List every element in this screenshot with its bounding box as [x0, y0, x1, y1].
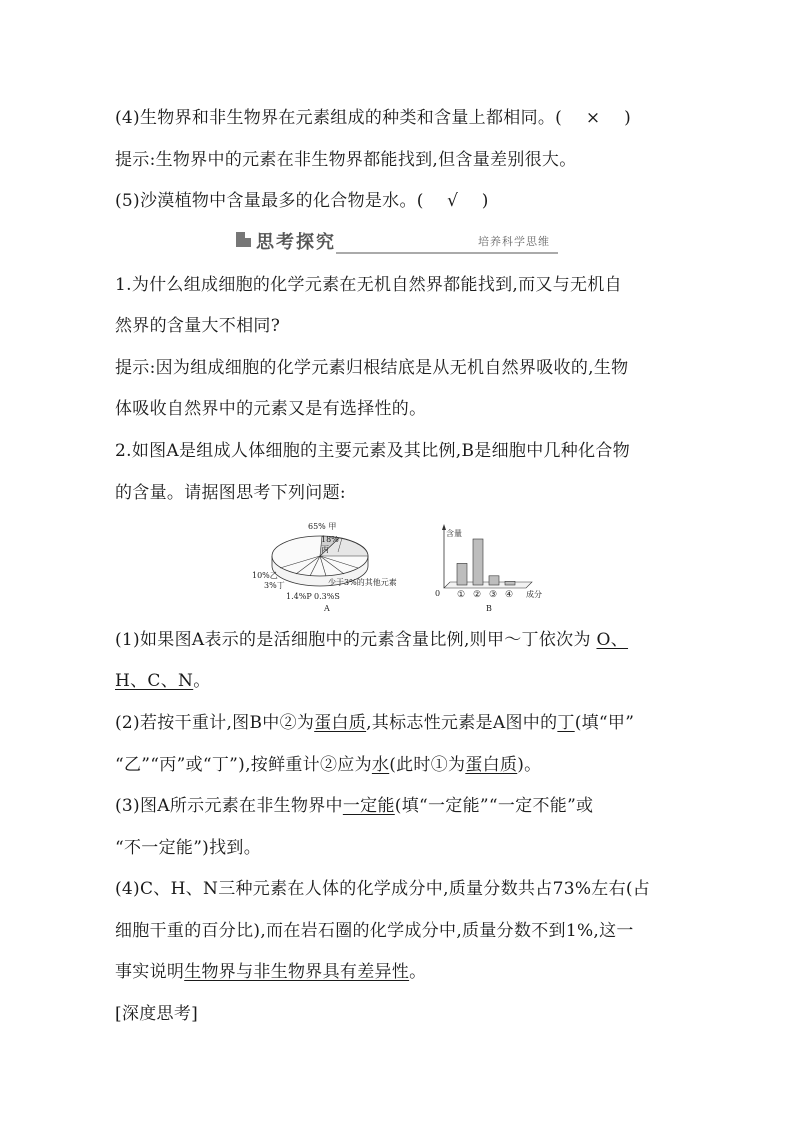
pie-label-jia: 65% 甲 — [308, 522, 337, 531]
bar-tick-label: ③ — [489, 590, 498, 600]
pie-label-yi: 10%乙 — [252, 571, 278, 580]
pie-label-ding: 3%丁 — [264, 581, 285, 590]
q1-hint1: 提示:因为组成细胞的化学元素归根结底是从无机自然界吸收的,生物 — [115, 358, 629, 378]
answer-4-line3 — [115, 960, 426, 984]
answer-2-text2: ,其标志性元素是A图中的 — [366, 713, 558, 733]
answer-1-fill2: H、C、N — [115, 671, 194, 691]
bar-chart-b — [435, 524, 542, 613]
answer-3-line2: “不一定能”)找到。 — [115, 838, 262, 858]
q1-hint2: 体吸收自然界中的元素又是有选择性的。 — [115, 399, 427, 419]
answer-2-fill-protein2: 蛋白质 — [465, 755, 518, 775]
figure-svg — [250, 518, 550, 618]
item-5-mark: √ — [447, 191, 459, 211]
item-5 — [115, 189, 489, 213]
pie-caption-a: A — [324, 604, 330, 613]
item-4-close: ) — [624, 108, 632, 128]
answer-2-text5: (此时①为 — [389, 755, 466, 775]
bar-1 — [457, 563, 467, 585]
answer-2-line2 — [115, 753, 541, 777]
answer-2-text6: )。 — [517, 755, 542, 775]
answer-2-fill-water: 水 — [371, 755, 390, 775]
answer-2-text4: “乙”“丙”或“丁”),按鲜重计②应为 — [115, 755, 372, 775]
item-5-close: ) — [481, 191, 489, 211]
answer-4-fill: 生物界与非生物界具有差异性 — [184, 962, 410, 982]
pie-label-18: 18% — [321, 535, 339, 544]
figure — [250, 518, 550, 618]
answer-4-line2: 细胞干重的百分比),而在岩石圈的化学成分中,质量分数不到1%,这一 — [115, 921, 634, 941]
bar-tick-label: ① — [457, 590, 466, 600]
answer-1-line2 — [115, 669, 211, 693]
banner-title: 思考探究 — [256, 232, 336, 253]
answer-2-line1 — [115, 711, 634, 735]
deep-thinking-heading: [深度思考] — [115, 1004, 199, 1024]
q1-line1: 1.为什么组成细胞的化学元素在无机自然界都能找到,而又与无机自 — [115, 275, 622, 295]
answer-4-line1: (4)C、H、N三种元素在人体的化学成分中,质量分数共占73%左右(占 — [115, 879, 651, 899]
answer-1-fill1: O、 — [596, 630, 629, 650]
q2-line2: 的含量。请据图思考下列问题: — [115, 483, 346, 503]
answer-2-fill-ding: 丁 — [557, 713, 575, 733]
bar-2 — [473, 539, 483, 585]
answer-3-fill: 一定能 — [342, 796, 395, 816]
pie-label-p: 1.4%P — [286, 592, 312, 601]
banner-subtitle: 培养科学思维 — [478, 235, 550, 248]
answer-1-end: 。 — [193, 671, 211, 691]
item-4 — [115, 106, 631, 130]
answer-1-text: (1)如果图A表示的是活细胞中的元素含量比例,则甲～丁依次为 — [115, 630, 591, 650]
pie-label-bing: 丙 — [321, 545, 329, 554]
banner-rule — [336, 252, 558, 254]
answer-3-text2: (填“一定能”“一定不能”或 — [394, 796, 594, 816]
pie-label-other: 少于3%的其他元素 — [328, 578, 397, 587]
answer-4-text: 事实说明 — [115, 962, 185, 982]
q1-line2: 然界的含量大不相同? — [115, 316, 281, 336]
pie-chart-a — [252, 522, 397, 613]
item-5-text: (5)沙漠植物中含量最多的化合物是水。( — [115, 191, 424, 211]
answer-2-fill-protein: 蛋白质 — [314, 713, 367, 733]
q2-line1: 2.如图A是组成人体细胞的主要元素及其比例,B是细胞中几种化合物 — [115, 441, 630, 461]
section-banner — [236, 228, 558, 254]
answer-1-line1 — [115, 628, 628, 652]
bar-caption-b: B — [486, 604, 492, 613]
bar-tick-label: ② — [473, 590, 482, 600]
bar-series — [457, 539, 515, 600]
bar-4 — [505, 581, 515, 585]
bar-ylabel: 含量 — [446, 529, 462, 538]
answer-3-text1: (3)图A所示元素在非生物界中 — [115, 796, 343, 816]
bar-origin: 0 — [435, 589, 441, 598]
answer-3-line1 — [115, 794, 593, 818]
bar-3 — [489, 576, 499, 585]
pie-label-s: 0.3%S — [314, 592, 340, 601]
item-4-text: (4)生物界和非生物界在元素组成的种类和含量上都相同。( — [115, 108, 563, 128]
bar-xlabel: 成分 — [526, 590, 542, 599]
answer-2-text3: (填“甲” — [574, 713, 635, 733]
answer-2-text1: (2)若按干重计,图B中②为 — [115, 713, 315, 733]
item-4-hint: 提示:生物界中的元素在非生物界都能找到,但含量差别很大。 — [115, 150, 577, 170]
bar-tick-label: ④ — [505, 590, 514, 600]
item-4-mark: × — [585, 108, 601, 128]
answer-4-end: 。 — [409, 962, 427, 982]
